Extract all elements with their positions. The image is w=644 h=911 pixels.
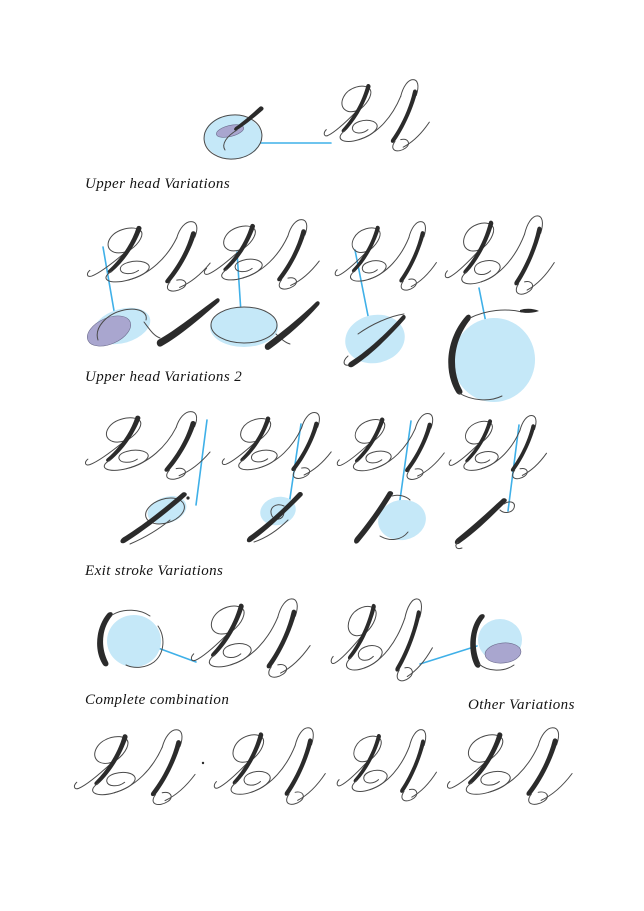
letter-h-glyph xyxy=(337,730,436,801)
letter-h-glyph xyxy=(204,220,319,289)
exit-stroke xyxy=(455,498,507,544)
connector-line xyxy=(158,648,196,662)
letter-h-glyph xyxy=(445,216,554,294)
section-label-complete-combination: Complete combination xyxy=(85,692,230,708)
ink-dot xyxy=(202,762,204,764)
letter-h-glyph xyxy=(331,599,432,681)
letter-h-glyph xyxy=(324,80,429,151)
letter-h-glyph xyxy=(337,414,444,480)
letter-h-glyph xyxy=(449,415,546,478)
letter-h-glyph xyxy=(74,730,195,805)
exit-stroke-detail-4 xyxy=(455,498,515,548)
upper-head-detail-intro xyxy=(202,106,264,162)
section-label-upper-head: Upper head Variations xyxy=(85,176,231,192)
letter-h-glyph xyxy=(335,222,436,291)
entry-detail-complete-combination xyxy=(97,610,163,667)
upper-head-detail-4 xyxy=(446,309,541,409)
exit-stroke-detail-3 xyxy=(354,491,429,544)
section-label-other-variations: Other Variations xyxy=(468,697,575,713)
upper-head-detail-2 xyxy=(210,301,320,350)
highlight-blue-ellipse xyxy=(341,309,410,368)
highlight-blue-ellipse xyxy=(257,493,299,529)
letter-h-glyph xyxy=(447,728,572,805)
upper-head-detail-1 xyxy=(83,298,220,352)
upper-head-detail-3 xyxy=(341,309,410,368)
exit-stroke-detail-1 xyxy=(120,491,190,544)
head-stroke xyxy=(157,298,220,346)
letter-h-glyph xyxy=(191,599,310,677)
connector-lines xyxy=(103,143,519,664)
section-label-upper-head-2: Upper head Variations 2 xyxy=(85,369,243,385)
highlight-blue-ellipse xyxy=(107,615,161,667)
letter-h-glyph xyxy=(85,412,210,480)
exit-stroke-detail-2 xyxy=(247,492,303,542)
section-label-exit-stroke: Exit stroke Variations xyxy=(85,563,224,579)
letter-h-glyph xyxy=(222,413,331,479)
connector-line xyxy=(196,420,207,505)
letter-h-glyph xyxy=(214,728,325,805)
entry-detail-other-variations xyxy=(470,614,522,670)
letter-h-glyph xyxy=(87,222,210,291)
